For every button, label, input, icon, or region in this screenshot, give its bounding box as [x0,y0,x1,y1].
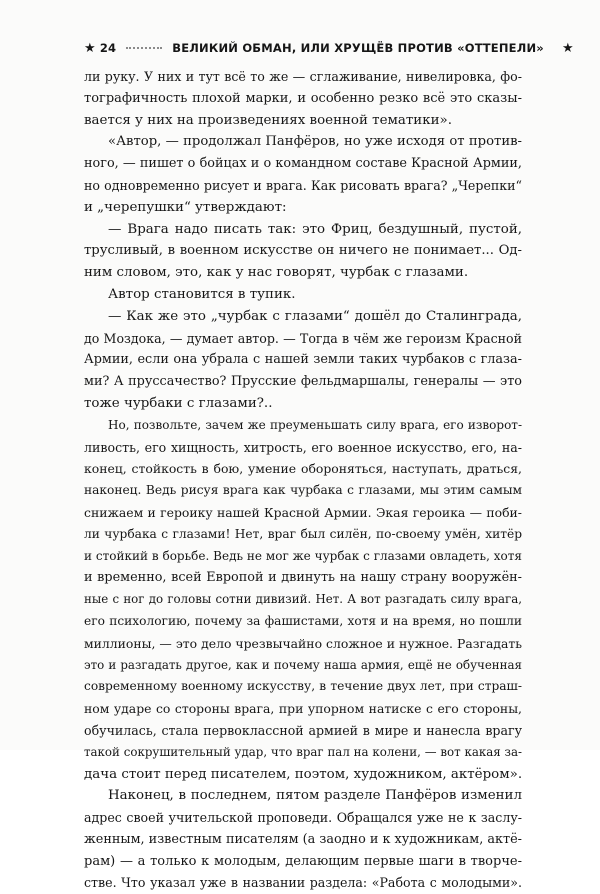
text-line: Наконец, в последнем, пятом разделе Панфёров изменил [108,788,522,804]
text-line: ном ударе со стороны врага, при упорном натиске с его стороны, [84,701,522,717]
text-line: конец, стойкость в бою, умение обороняться, наступать, драться, [84,461,522,477]
text-line: вается у них на произведениях военной тематики». [84,112,452,128]
text-line: ли чурбака с глазами! Нет, враг был силён, по-своему умён, хитёр [84,526,522,541]
text-line: такой сокрушительный удар, что враг пал на колени, — вот какая за- [84,744,522,759]
text-line: обучилась, стала первоклассной армией в мире и нанесла врагу [84,722,522,738]
text-line: женным, известным писателям (а заодно и к художникам, актё- [84,831,522,847]
text-line: и временно, всей Европой и двинуть на нашу страну вооружён- [84,570,522,586]
text-line: адрес своей учительской проповеди. Обращался уже не к заслу- [84,810,522,826]
text-line: ного, — пишет о бойцах и о командном составе Красной Армии, [84,156,522,172]
text-line: это и разгадать другое, как и почему наша армия, ещё не обученная [84,657,522,672]
running-header [84,40,574,56]
running-title: ВЕЛИКИЙ ОБМАН, ИЛИ ХРУЩЁВ ПРОТИВ «ОТТЕПЕЛИ» [172,41,544,55]
text-line: Но, позвольте, зачем же преуменьшать силу врага, его изворот- [108,417,522,432]
text-line: тоже чурбаки с глазами?.. [84,395,273,411]
text-line: стве. Что указал уже в названии раздела: «Работа с молодыми». [84,875,522,891]
star-icon-right: ★ [561,40,574,56]
text-line: миллионы, — это дело чрезвычайно сложное и нужное. Разгадать [84,635,522,651]
text-line: и стойкий в борьбе. Ведь не мог же чурбак с глазами овладеть, хотя [84,548,522,563]
text-line: снижаем и героику нашей Красной Армии. Экая героика — поби- [84,504,522,520]
text-line: тографичность плохой марки, и особенно резко всё это сказы- [84,90,522,106]
text-line: и „черепушки“ утверждают: [84,199,287,215]
body-text [84,66,522,894]
text-line: ные с ног до головы сотни дивизий. Нет. А вот разгадать силу врага, [84,592,522,607]
text-line: ли руку. У них и тут всё то же — сглаживание, нивелировка, фо- [84,69,522,84]
star-icon-left: ★ [84,40,96,56]
text-line: ми? А пруссачество? Прусские фельдмаршалы, генералы — это [84,374,522,390]
text-line: Армии, если она убрала с нашей земли таких чурбаков с глаза- [84,352,522,368]
text-line: «Автор, — продолжал Панфёров, но уже исходя от против- [108,134,522,150]
page-number: 24 [99,41,117,55]
text-line: до Моздока, — думает автор. — Тогда в чём же героизм Красной [84,330,522,346]
text-line: его психологию, почему за фашистами, хотя и на время, но пошли [84,613,522,628]
text-line: дача стоит перед писателем, поэтом, художником, актёром». [84,766,522,782]
text-line: Автор становится в тупик. [108,286,296,302]
text-line: но одновременно рисует и врага. Как рисовать врага? „Черепки“ [84,177,522,193]
text-line: современному военному искусству, в течение двух лет, при страш- [84,679,522,694]
text-line: ним словом, это, как у нас говорят, чурбак с глазами. [84,265,469,281]
text-line: ливость, его хищность, хитрость, его военное искусство, его, на- [84,439,522,455]
text-line: наконец. Ведь рисуя врага как чурбака с глазами, мы этим самым [84,483,522,498]
text-line: — Как же это „чурбак с глазами“ дошёл до Сталинграда, [108,308,522,324]
header-dotted-rule-left [126,47,162,49]
text-line: рам) — а только к молодым, делающим первые шаги в творче- [84,853,522,869]
text-line: трусливый, в военном искусстве он ничего не понимает... Од- [84,243,522,259]
text-line: — Врага надо писать так: это Фриц, бездушный, пустой, [108,221,522,237]
